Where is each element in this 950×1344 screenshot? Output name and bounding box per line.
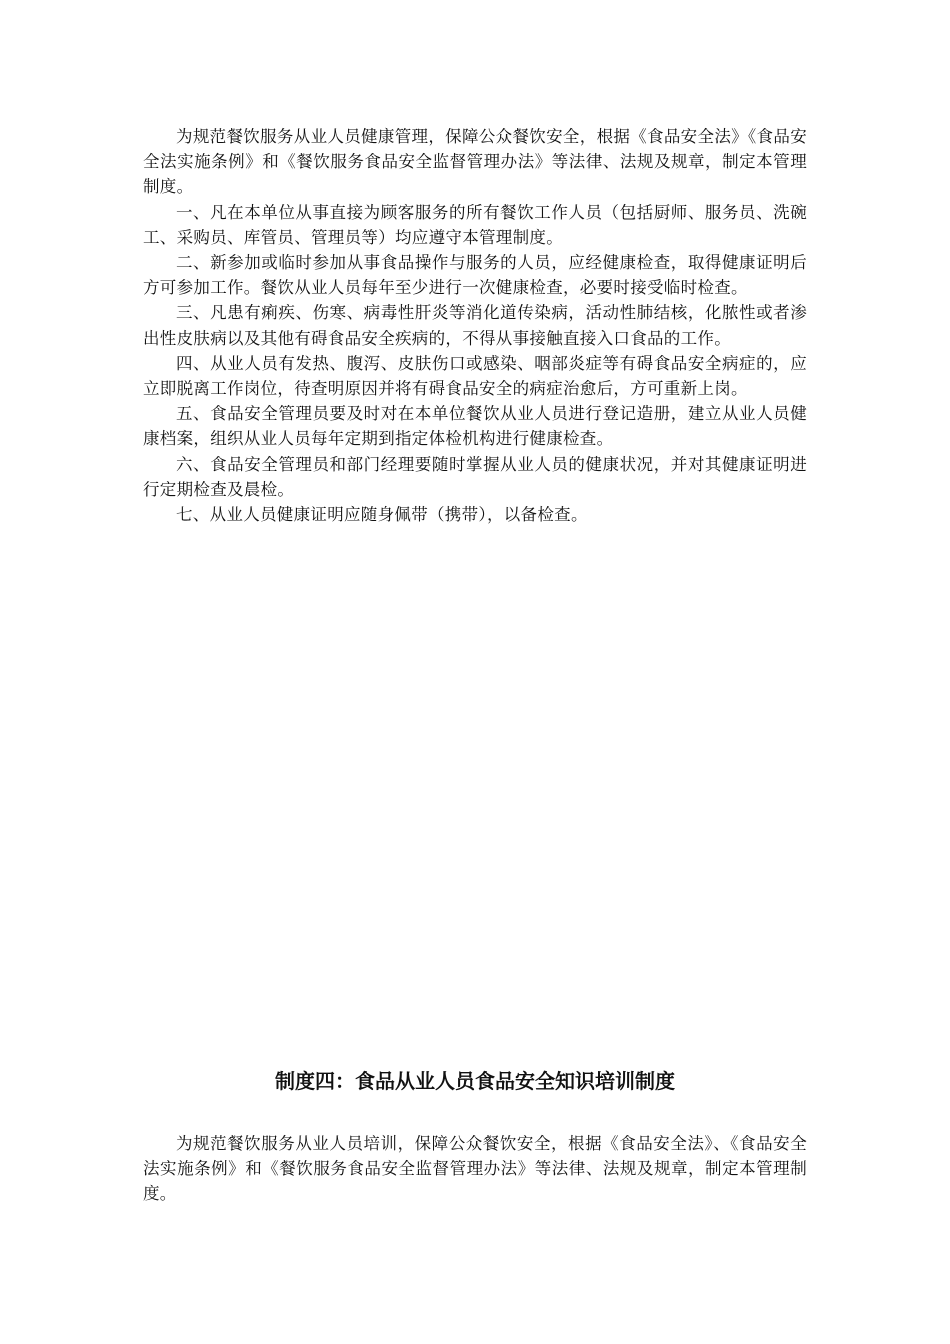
- intro-paragraph: 为规范餐饮服务从业人员健康管理，保障公众餐饮安全，根据《食品安全法》《食品安全法实施条例》和《餐饮服务食品安全监督管理办法》等法律、法规及规章，制定本管理制度。: [143, 127, 807, 197]
- rule-paragraph-6: 六、食品安全管理员和部门经理要随时掌握从业人员的健康状况，并对其健康证明进行定期检查及晨检。: [143, 454, 807, 499]
- rule-paragraph-7: 七、从业人员健康证明应随身佩带（携带），以备检查。: [176, 505, 588, 525]
- rule-paragraph-3: 三、凡患有痢疾、伤寒、病毒性肝炎等消化道传染病，活动性肺结核，化脓性或者渗出性皮肤病以及其他有碍食品安全疾病的，不得从事接触直接入口食品的工作。: [143, 303, 807, 348]
- rule-paragraph-4: 四、从业人员有发热、腹泻、皮肤伤口或感染、咽部炎症等有碍食品安全病症的，应立即脱离工作岗位，待查明原因并将有碍食品安全的病症治愈后，方可重新上岗。: [143, 353, 807, 399]
- training-section: [143, 1131, 807, 1207]
- rule-paragraph-5: 五、食品安全管理员要及时对在本单位餐饮从业人员进行登记造册，建立从业人员健康档案，组织从业人员每年定期到指定体检机构进行健康检查。: [143, 404, 807, 449]
- section-heading: 制度四：食品从业人员食品安全知识培训制度: [275, 1069, 675, 1093]
- health-management-section: [143, 124, 807, 527]
- rule-paragraph-1: 一、凡在本单位从事直接为顾客服务的所有餐饮工作人员（包括厨师、服务员、洗碗工、采购员、库管员、管理员等）均应遵守本管理制度。: [143, 202, 807, 247]
- rule-paragraph-2: 二、新参加或临时参加从事食品操作与服务的人员，应经健康检查，取得健康证明后方可参加工作。餐饮从业人员每年至少进行一次健康检查，必要时接受临时检查。: [143, 253, 807, 298]
- training-intro-paragraph: 为规范餐饮服务从业人员培训，保障公众餐饮安全，根据《食品安全法》、《食品安全法实施条例》和《餐饮服务食品安全监督管理办法》等法律、法规及规章，制定本管理制度。: [143, 1134, 807, 1204]
